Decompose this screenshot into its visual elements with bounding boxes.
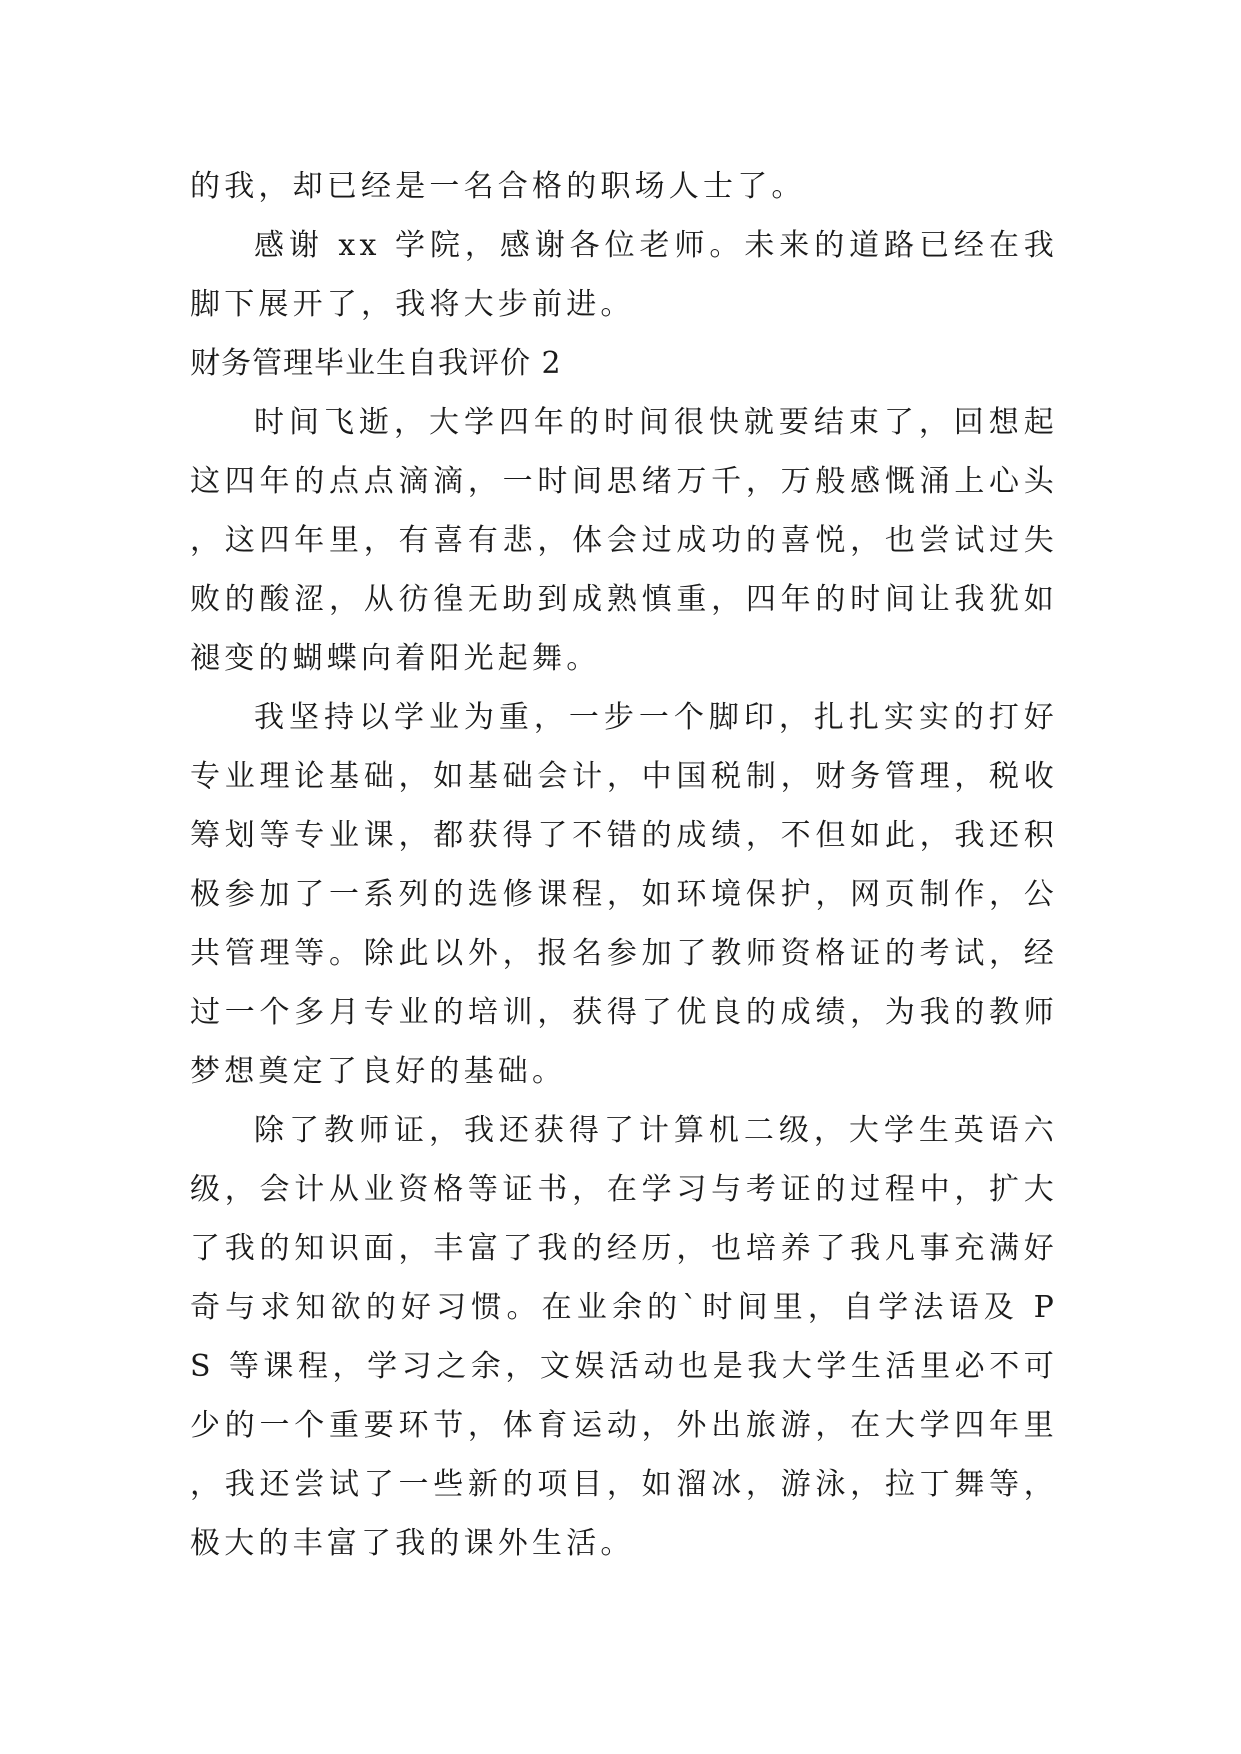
- paragraph-certificates: 除了教师证，我还获得了计算机二级，大学生英语六级，会计从业资格等证书，在学习与考证的过程中，扩大了我的知识面，丰富了我的经历，也培养了我凡事充满好奇与求知欲的好习惯。在业余的`时间里，自学法语及 PS 等课程，学习之余，文娱活动也是我大学生活里必不可少的一个重要环节，体育运动，外出旅游，在大学四年里，我还尝试了一些新的项目，如溜冰，游泳，拉丁舞等，极大的丰富了我的课外生活。: [190, 1113, 1058, 1561]
- paragraph-continuation: 的我，却已经是一名合格的职场人士了。: [190, 169, 806, 204]
- paragraph-thanks: 感谢 xx 学院，感谢各位老师。未来的道路已经在我脚下展开了，我将大步前进。: [190, 228, 1058, 322]
- section-heading: 财务管理毕业生自我评价 2: [190, 346, 562, 381]
- paragraph-academics: 我坚持以学业为重，一步一个脚印，扎扎实实的打好专业理论基础，如基础会计，中国税制，财务管理，税收筹划等专业课，都获得了不错的成绩，不但如此，我还积极参加了一系列的选修课程，如环境保护，网页制作，公共管理等。除此以外，报名参加了教师资格证的考试，经过一个多月专业的培训，获得了优良的成绩，为我的教师梦想奠定了良好的基础。: [190, 700, 1058, 1089]
- document-body: [190, 157, 1058, 1573]
- paragraph-time-flies: 时间飞逝，大学四年的时间很快就要结束了，回想起这四年的点点滴滴，一时间思绪万千，万般感慨涌上心头，这四年里，有喜有悲，体会过成功的喜悦，也尝试过失败的酸涩，从彷徨无助到成熟慎重，四年的时间让我犹如褪变的蝴蝶向着阳光起舞。: [190, 405, 1058, 676]
